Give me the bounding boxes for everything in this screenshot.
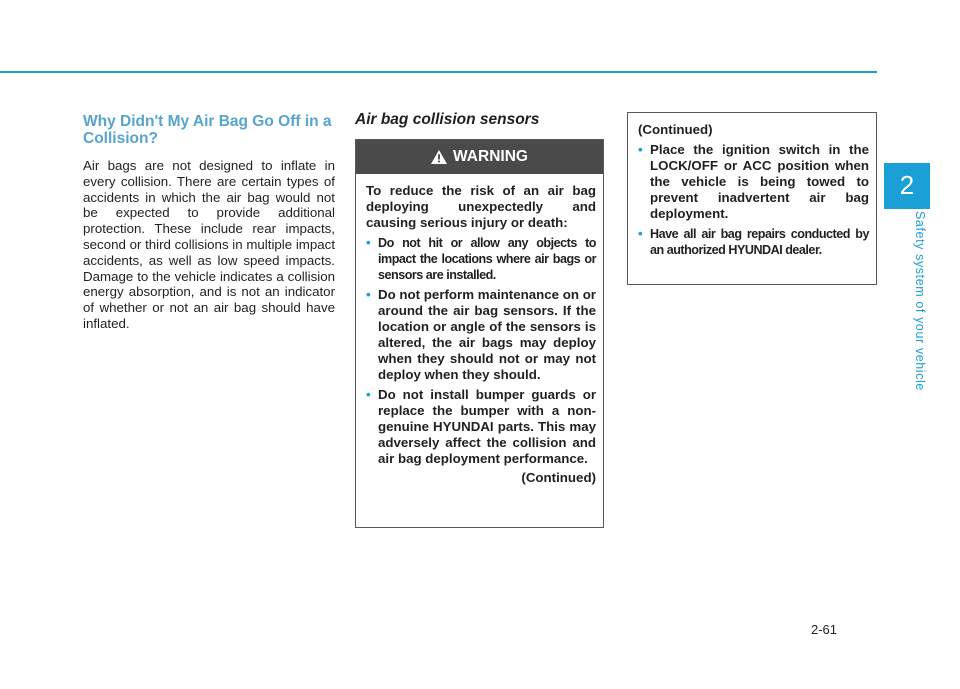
warning-header: [356, 140, 603, 174]
page-number: 2-61: [811, 622, 838, 637]
column-1: [83, 113, 335, 332]
chapter-number: 2: [899, 170, 915, 200]
chapter-title: Safety system of your vehicle: [913, 211, 927, 391]
warning-bullet-text: Have all air bag repairs conducted by an authorized HYUNDAI dealer.: [650, 227, 869, 257]
continued-label: (Continued): [638, 122, 713, 137]
warning-bullet-text: Do not install bumper guards or replace the bumper with a non-genuine HYUNDAI parts. This may adversely affect the collision and air bag deployment performance.: [378, 387, 596, 466]
warning-bullet-text: Place the ignition switch in the LOCK/OFF or ACC position when the vehicle is being towed to prevent inadvertent air bag deployment.: [650, 142, 869, 221]
list-item: [638, 226, 869, 258]
header-rule: [0, 71, 877, 73]
body-paragraph: Air bags are not designed to inflate in every collision. There are certain types of accidents in which the air bag would not be expected to provide additional protection. These include rear impacts, second or third collisions in multiple impact accidents, as well as low speed impacts. Damage to the vehicle indicates a collision energy absorption, and is not an indicator of whether or not an air bag should have inflated.: [83, 158, 336, 331]
bullet-icon: •: [366, 387, 371, 402]
continued-label: (Continued): [521, 470, 596, 485]
list-item: [366, 387, 596, 467]
warning-triangle-icon: [431, 150, 447, 164]
bullet-icon: •: [366, 287, 371, 302]
warning-body: [356, 174, 603, 486]
bullet-icon: •: [638, 142, 643, 157]
section-heading-collision-sensors: Air bag collision sensors: [355, 111, 540, 128]
list-item: [638, 142, 869, 222]
warning-bullet-text: Do not perform maintenance on or around the air bag sensors. If the location or angle of the sensors is altered, the air bags may deploy when they should not or may not deploy when they should.: [378, 287, 596, 382]
bullet-icon: •: [638, 226, 643, 241]
warning-bullet-text: Do not hit or allow any objects to impact the locations where air bags or sensors are installed.: [378, 236, 596, 282]
warning-title: WARNING: [453, 148, 528, 165]
bullet-icon: •: [366, 235, 371, 250]
list-item: [366, 287, 596, 383]
warning-box: [355, 139, 604, 528]
continued-warning-box: [627, 112, 877, 285]
section-heading-airbag-no-deploy: Why Didn't My Air Bag Go Off in a Collision?: [83, 113, 332, 147]
chapter-tab: [884, 163, 930, 209]
list-item: [366, 235, 596, 283]
warning-intro: To reduce the risk of an air bag deploying unexpectedly and causing serious injury or death:: [366, 183, 596, 230]
